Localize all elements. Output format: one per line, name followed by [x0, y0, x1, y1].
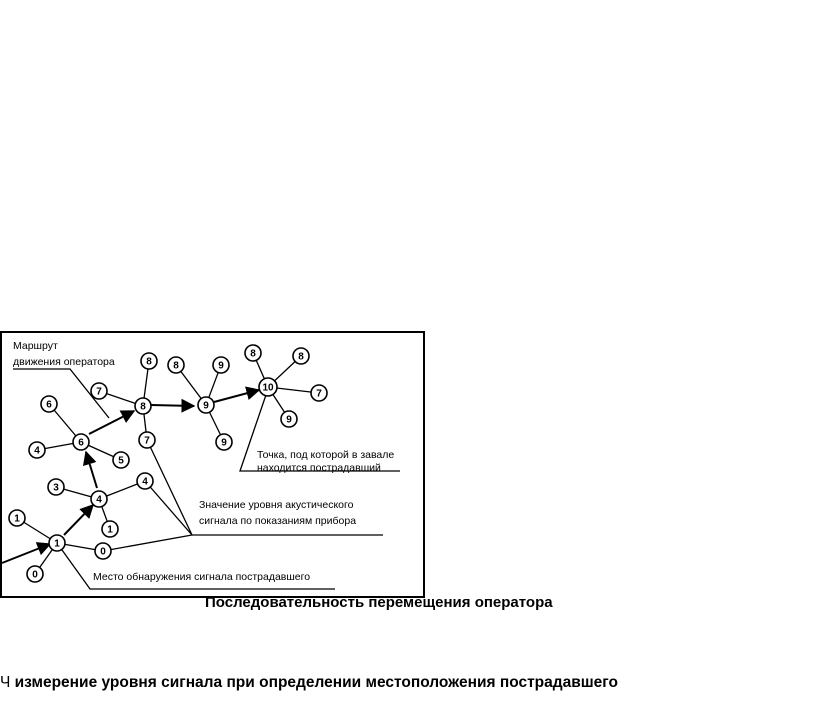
svg-text:8: 8 [146, 356, 152, 368]
signal-label-line2: сигнала по показаниям прибора [199, 515, 357, 527]
node-9-d [281, 411, 297, 427]
node-1-c [102, 521, 118, 537]
node-0-b [95, 543, 111, 559]
node-4-c [29, 442, 45, 458]
route-arrow-6-8 [89, 411, 134, 434]
svg-text:4: 4 [142, 476, 148, 488]
node-6-b [41, 396, 57, 412]
route-arrow-4-6 [86, 452, 97, 488]
detect-label: Место обнаружения сигнала пострадавшего [93, 571, 311, 583]
node-7-a [91, 383, 107, 399]
node-9 [198, 397, 214, 413]
node-7-c [311, 385, 327, 401]
route-arrow-1-4 [64, 505, 93, 535]
route-label-line1: Маршрут [13, 340, 58, 352]
svg-text:9: 9 [221, 437, 227, 449]
svg-text:9: 9 [203, 400, 209, 412]
node-8-d [245, 345, 261, 361]
svg-text:1: 1 [14, 513, 20, 525]
svg-text:0: 0 [100, 546, 106, 558]
figure-caption: Последовательность перемещения оператора [205, 594, 553, 611]
signal-label-line1: Значение уровня акустического [199, 499, 354, 511]
svg-text:7: 7 [144, 435, 150, 447]
victim-label-line1: Точка, под которой в завале [257, 449, 395, 461]
svg-text:1: 1 [54, 538, 60, 550]
svg-text:10: 10 [262, 382, 274, 394]
node-1 [49, 535, 65, 551]
svg-text:3: 3 [53, 482, 59, 494]
svg-text:8: 8 [250, 348, 256, 360]
footer-letter: Ч [0, 674, 11, 691]
node-9-b [213, 357, 229, 373]
svg-text:7: 7 [96, 386, 102, 398]
svg-text:6: 6 [46, 399, 52, 411]
node-8-e [293, 348, 309, 364]
footer-text [0, 674, 618, 692]
node-4-b [137, 473, 153, 489]
svg-text:9: 9 [286, 414, 292, 426]
svg-text:8: 8 [298, 351, 304, 363]
node-8-b [141, 353, 157, 369]
node-8 [135, 398, 151, 414]
node-0-a [27, 566, 43, 582]
node-9-c [216, 434, 232, 450]
route-arrow-9-10 [214, 390, 259, 402]
svg-text:8: 8 [140, 401, 146, 413]
node-3 [48, 479, 64, 495]
route-arrows [2, 390, 259, 563]
node-5 [113, 452, 129, 468]
svg-text:9: 9 [218, 360, 224, 372]
node-7-b [139, 432, 155, 448]
svg-text:1: 1 [107, 524, 113, 536]
svg-text:4: 4 [34, 445, 40, 457]
svg-text:6: 6 [78, 437, 84, 449]
route-arrow-entry [2, 544, 50, 563]
route-label-line2: движения оператора [13, 356, 115, 368]
victim-label-line2: находится пострадавший [257, 462, 381, 474]
route-arrow-8-9 [151, 405, 194, 406]
svg-text:4: 4 [96, 494, 102, 506]
operator-route-diagram [0, 331, 426, 599]
svg-text:5: 5 [118, 455, 124, 467]
svg-text:0: 0 [32, 569, 38, 581]
node-10 [259, 378, 277, 396]
node-8-c [168, 357, 184, 373]
svg-text:8: 8 [173, 360, 179, 372]
node-6 [73, 434, 89, 450]
node-1-b [9, 510, 25, 526]
svg-text:7: 7 [316, 388, 322, 400]
node-4 [91, 491, 107, 507]
footer-description: измерение уровня сигнала при определении местоположения пострадавшего [10, 674, 618, 691]
